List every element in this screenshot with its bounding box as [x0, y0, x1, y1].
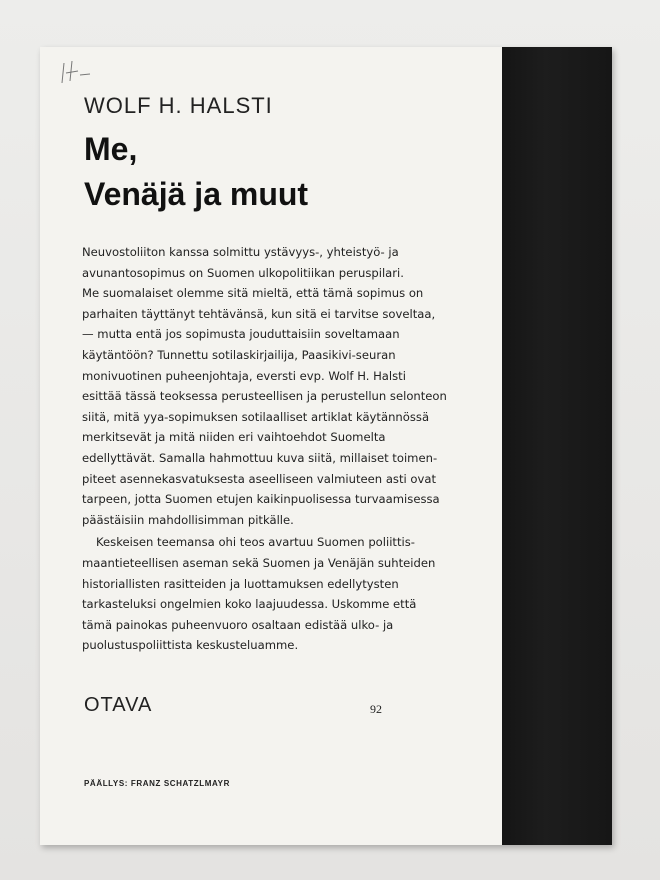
publisher-name: OTAVA [84, 694, 153, 716]
blurb-line: päästäisiin mahdollisimman pitkälle. [82, 512, 294, 527]
title-line-2: Venäjä ja muut [84, 176, 309, 212]
blurb-line: siitä, mitä yya-sopimuksen sotilaalliset artiklat käytännössä [82, 409, 430, 424]
author-name: WOLF H. HALSTI [84, 93, 273, 118]
book-spine [502, 47, 612, 845]
blurb-line: Keskeisen teemansa ohi teos avartuu Suomen poliittis- [96, 535, 415, 550]
blurb-line: avunantosopimus on Suomen ulkopolitiikan peruspilari. [82, 265, 404, 280]
cover-design-credit: PÄÄLLYS: FRANZ SCHATZLMAYR [84, 779, 230, 788]
blurb-line: Me suomalaiset olemme sitä mieltä, että tämä sopimus on [82, 286, 424, 301]
blurb-paragraph-1 [82, 242, 452, 530]
book-back-cover [40, 47, 612, 845]
blurb-line: Neuvostoliiton kanssa solmittu ystävyys-, yhteistyö- ja [82, 245, 399, 259]
blurb-line: tarpeen, jotta Suomen etujen kaikinpuolisessa turvaamisessa [82, 492, 440, 507]
blurb-line: käytäntöön? Tunnettu sotilaskirjailija, Paasikivi-seuran [82, 347, 396, 362]
catalog-code: 92 [370, 702, 382, 716]
cover-page [40, 47, 502, 845]
blurb-line: maantieteellisen aseman sekä Suomen ja Venäjän suhteiden [82, 555, 436, 570]
blurb-text [82, 242, 452, 656]
blurb-paragraph-2 [82, 532, 452, 656]
blurb-line: tarkasteluksi ongelmien koko laajuudessa. Uskomme että [82, 597, 417, 612]
blurb-line: monivuotinen puheenjohtaja, eversti evp. Wolf H. Halsti [82, 368, 406, 383]
blurb-line: merkitsevät ja mitä niiden eri vaihtoehdot Suomelta [82, 430, 386, 445]
blurb-line: esittää tässä teoksessa perusteellisen ja perustellun selonteon [82, 389, 447, 404]
blurb-line: — mutta entä jos sopimusta jouduttaisiin soveltamaan [82, 327, 400, 342]
blurb-line: historiallisten rasitteiden ja luottamuksen edellytysten [82, 576, 399, 591]
handwritten-note [58, 57, 118, 87]
blurb-line: parhaiten täyttänyt tehtävänsä, kun sitä ei tarvitse soveltaa, [82, 306, 436, 321]
blurb-line: puolustuspoliittista keskusteluamme. [82, 638, 299, 653]
blurb-line: tämä painokas puheenvuoro osaltaan edistää ulko- ja [82, 617, 394, 632]
book-title [84, 127, 308, 217]
blurb-line: edellyttävät. Samalla hahmottuu kuva siitä, millaiset toimen- [82, 450, 438, 465]
blurb-line: piteet asennekasvatuksesta aseelliseen valmiuteen asti ovat [82, 471, 437, 486]
title-line-1: Me, [84, 131, 138, 167]
